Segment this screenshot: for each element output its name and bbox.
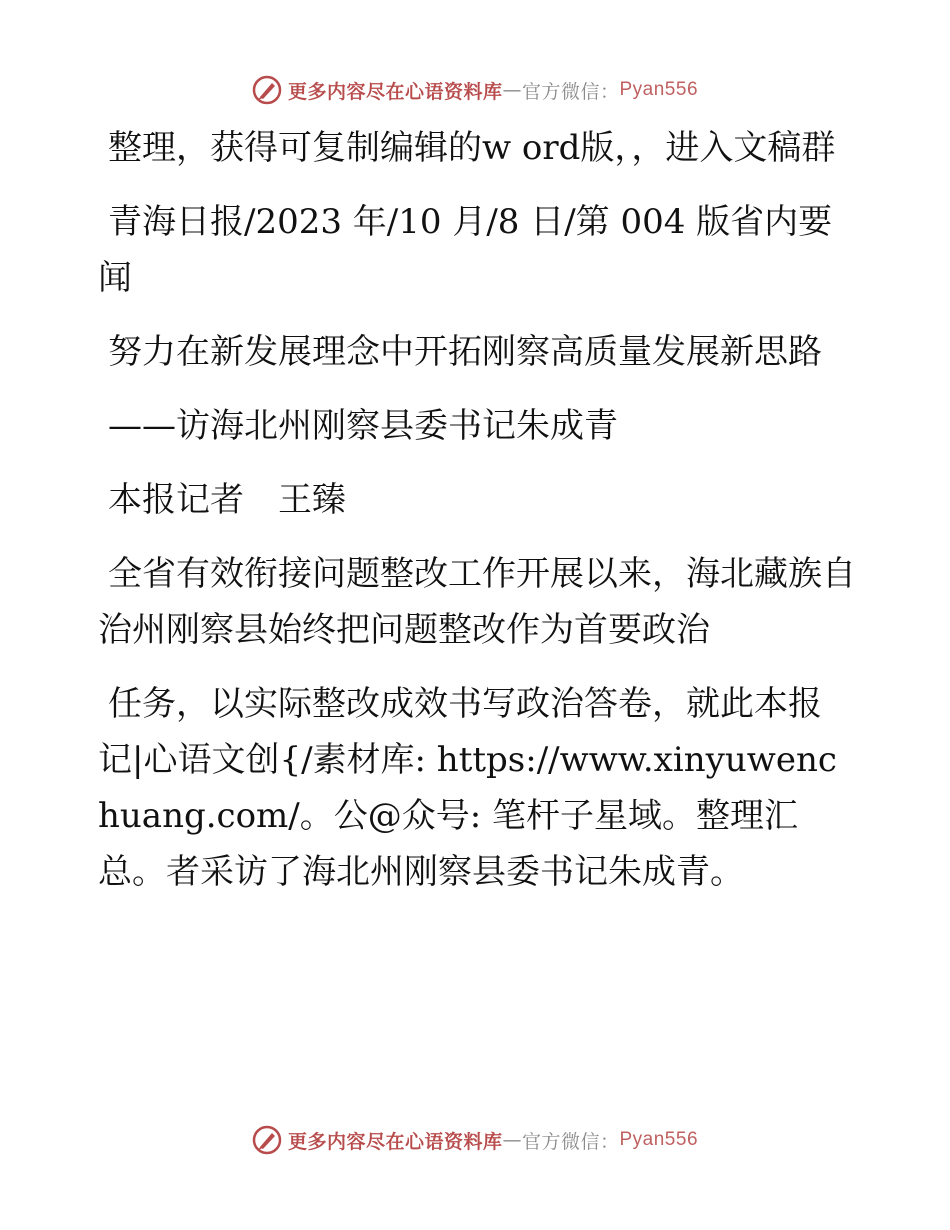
watermark-contact-label: 官方微信： <box>521 80 620 103</box>
watermark-brand-text: 更多内容尽在心语资料库 <box>287 80 503 103</box>
watermark-dash: — <box>502 79 522 101</box>
paragraph-body-2: 任务，以实际整改成效书写政治答卷，就此本报记|心语文创{/素材库: https://www.xinyuwenchuang.com/。公@众号: 笔杆子星域。整理汇总。者采访了海北州刚察县委书记朱成青。 <box>98 684 837 892</box>
paragraph-intro: 整理，获得可复制编辑的w ord版，，进入文稿群 <box>108 128 836 168</box>
paragraph-body-1: 全省有效衔接问题整改工作开展以来，海北藏族自治州刚察县始终把问题整改作为首要政治 <box>98 554 856 650</box>
document-body <box>98 120 858 918</box>
watermark-brand-text: 更多内容尽在心语资料库 <box>287 1130 503 1153</box>
article-title: 努力在新发展理念中开拓刚察高质量发展新思路 <box>108 332 822 372</box>
footer-watermark <box>0 1120 950 1160</box>
watermark-contact-id: Pyan556 <box>619 1129 699 1150</box>
paragraph-source-line: 青海日报/2023 年/10 月/8 日/第 004 版省内要闻 <box>98 202 833 298</box>
writing-brush-icon <box>252 75 282 105</box>
watermark-contact-label: 官方微信： <box>521 1130 620 1153</box>
watermark-dash: — <box>502 1129 522 1151</box>
watermark-contact-id: Pyan556 <box>619 79 699 100</box>
header-watermark <box>0 70 950 110</box>
writing-brush-icon <box>252 1125 282 1155</box>
article-byline: 本报记者 王臻 <box>108 480 346 520</box>
article-subtitle: ——访海北州刚察县委书记朱成青 <box>108 406 618 446</box>
